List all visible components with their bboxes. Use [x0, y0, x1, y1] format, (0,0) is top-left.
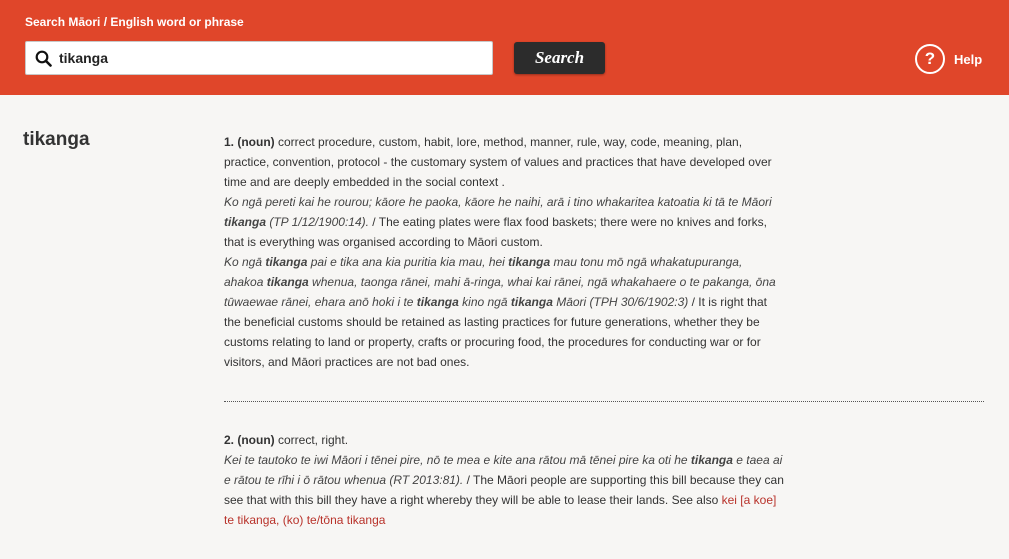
example-maori-text: whenua, taonga rānei, mahi ā-ringa, whai kai rānei, ngā whakahaere o te pakanga, ōna tūwaewae rānei, ehara anō hoki i te [224, 275, 776, 309]
sense-number: 1. [224, 135, 235, 149]
sense-1-definition [224, 132, 784, 192]
example-maori-text: Ko ngā [224, 255, 266, 269]
search-icon [35, 50, 52, 67]
example-keyword: tikanga [508, 255, 551, 269]
example-maori-text: kino ngā [458, 295, 511, 309]
example-keyword: tikanga [690, 453, 733, 467]
example-keyword: tikanga [224, 215, 267, 229]
example-maori-text: pai e tika ana kia puritia kia mau, hei [307, 255, 509, 269]
search-header [0, 0, 1009, 95]
sense-number: 2. [224, 433, 235, 447]
sense-1-example-1 [224, 192, 784, 252]
example-keyword: tikanga [510, 295, 553, 309]
search-button[interactable]: Search [514, 42, 605, 74]
sense-2-example-1 [224, 450, 784, 530]
search-box[interactable] [25, 41, 493, 75]
search-input[interactable] [59, 42, 479, 74]
example-keyword: tikanga [416, 295, 459, 309]
help-label[interactable]: Help [954, 51, 983, 67]
example-translation: / The Māori people are supporting this bill because they can see that with this bill they have a right whereby they will be able to lease their lands. See also [224, 473, 784, 507]
sense-2 [224, 430, 784, 530]
definition-text: correct, right. [274, 433, 349, 447]
help-button[interactable] [915, 44, 982, 74]
example-citation: (TP 1/12/1900:14). [266, 215, 369, 229]
example-maori-text: Ko ngā pereti kai he rourou; kāore he paoka, kāore he naihi, arā i tino whakaritea katoatia ki tā te Māori [224, 195, 772, 209]
see-also-separator: , [276, 513, 283, 527]
sense-divider [224, 401, 984, 402]
see-also-link-1[interactable]: kei [a koe] te tikanga [224, 493, 777, 527]
example-translation: / It is right that the beneficial customs should be retained as lasting practices for future generations, whether they be customs relating to land or property, crafts or procuring food, the procedures for conducting war or for visitors, and Māori practices are not bad ones. [224, 295, 767, 369]
headword: tikanga [23, 129, 90, 150]
example-keyword: tikanga [266, 275, 309, 289]
sense-1 [224, 132, 784, 372]
help-icon[interactable]: ? [915, 44, 945, 74]
sense-2-definition [224, 430, 784, 450]
part-of-speech: (noun) [237, 135, 275, 149]
example-citation: Māori (TPH 30/6/1902:3) [552, 295, 689, 309]
see-also-link-2[interactable]: (ko) te/tōna tikanga [282, 513, 386, 527]
example-keyword: tikanga [265, 255, 308, 269]
sense-1-example-2 [224, 252, 784, 372]
search-label: Search Māori / English word or phrase [25, 15, 244, 29]
example-citation: e taea ai e rātou te rīhi i ō rātou whenua (RT 2013:81). [224, 453, 783, 487]
example-maori-text: mau tonu mō ngā whakatupuranga, ahakoa [224, 255, 743, 289]
part-of-speech: (noun) [237, 433, 275, 447]
example-maori-text: Kei te tautoko te iwi Māori i tēnei pire, nō te mea e kite ana rātou mā tēnei pire ka oti he [224, 453, 691, 467]
definition-text: correct procedure, custom, habit, lore, method, manner, rule, way, code, meaning, plan, practice, convention, protocol - the customary system of values and practices that have developed over time and are deeply embedded in the social context . [224, 135, 772, 189]
example-translation: / The eating plates were flax food baskets; there were no knives and forks, that is everything was organised according to Māori custom. [224, 215, 767, 249]
